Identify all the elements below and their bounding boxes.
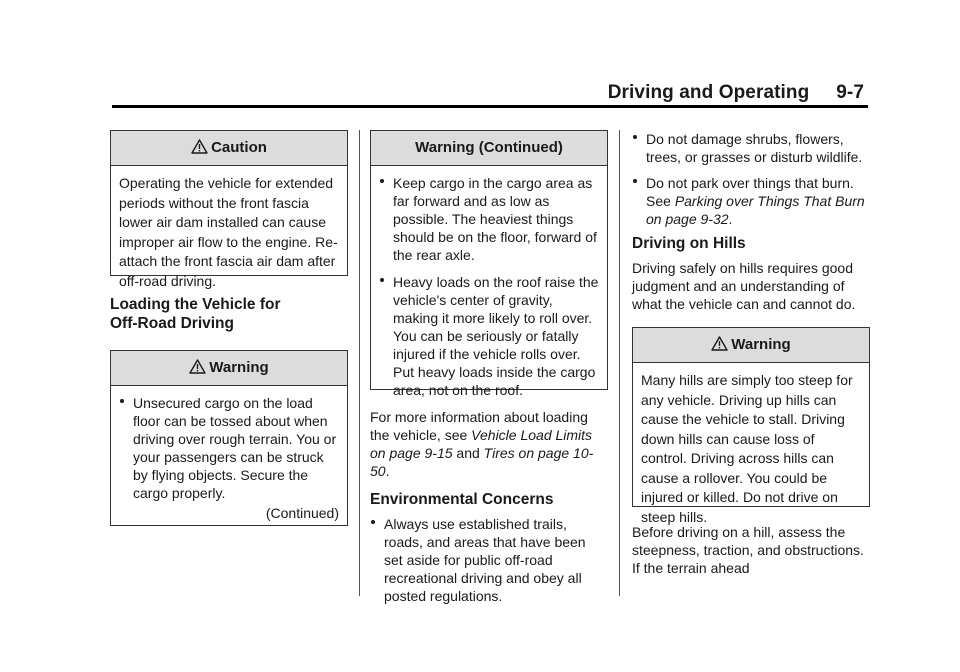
bullet-icon: [380, 278, 384, 282]
column-3: [632, 130, 870, 577]
caution-body: [111, 166, 347, 297]
caution-title: Caution: [211, 139, 267, 156]
ref-tires[interactable]: Tires on page 10-50: [370, 445, 594, 479]
list-item-text: Do not damage shrubs, flowers, trees, or grasses or disturb wildlife.: [646, 131, 863, 165]
bullet-icon: [380, 179, 384, 183]
list-item: [632, 174, 870, 228]
page-header: [112, 82, 868, 108]
warning-box: [110, 350, 348, 526]
list-item-text: Do not park over things that burn. See: [646, 175, 854, 209]
caution-text: Operating the vehicle for extended periods without the front fascia lower air dam installed can cause improper air flow to the engine. Re-attach the front fascia air dam after off-road driving.: [119, 175, 338, 289]
hills-warning-text: Many hills are simply too steep for any vehicle. Driving up hills can cause the vehicle to stall. Driving down hills can cause loss of control. Driving across hills can cause a rollover. You could be injured or killed. Do not drive on steep hills.: [641, 372, 853, 525]
list-item-text: Always use established trails, roads, and areas that have been set aside for public off-road recreational driving and obey all posted regulations.: [384, 516, 586, 604]
list-item: [632, 130, 870, 166]
list-item-text: Keep cargo in the cargo area as far forward and as low as possible. The heaviest things should be on the floor, forward of the rear axle.: [393, 175, 597, 263]
section-heading-environmental: Environmental Concerns: [370, 491, 554, 508]
warning-header: [111, 351, 347, 386]
before-driving-paragraph: Before driving on a hill, assess the steepness, traction, and obstructions. If the terrain ahead: [632, 524, 864, 576]
bullet-icon: [371, 520, 375, 524]
header-rule: [112, 105, 868, 108]
caution-icon: [191, 139, 208, 154]
list-item: [119, 394, 339, 502]
caution-header: [111, 131, 347, 166]
warning-continued-list: [379, 174, 599, 399]
warning-continued-body: [371, 166, 607, 405]
hills-warning-body: [633, 363, 869, 533]
more-info-text: For more information about loading the vehicle, see: [370, 409, 588, 443]
hills-warning-title: Warning: [731, 336, 791, 353]
column-1: [110, 130, 348, 526]
environmental-list-cont: [632, 130, 870, 228]
environmental-list: [370, 515, 608, 605]
warning-continued-header: Warning (Continued): [371, 131, 607, 166]
hills-warning-box: [632, 327, 870, 525]
more-info-period: .: [385, 463, 390, 479]
warning-body: [111, 386, 347, 528]
list-item-text: Heavy loads on the roof raise the vehicle's center of gravity, making it more likely to roll over. You can be seriously or fatally injured if the vehicle rolls over. Put heavy loads inside the cargo area, not on the roof.: [393, 274, 599, 398]
caution-box: [110, 130, 348, 289]
bullet-icon: [633, 135, 637, 139]
more-info-paragraph: [370, 408, 608, 480]
warning-icon: [189, 359, 206, 374]
list-item-period: .: [728, 211, 733, 227]
bullet-icon: [120, 399, 124, 403]
warning-icon: [711, 336, 728, 351]
ref-parking-over-things[interactable]: Parking over Things That Burn on page 9-32: [646, 193, 865, 227]
hills-warning-header: [633, 328, 869, 363]
bullet-icon: [633, 179, 637, 183]
ref-vehicle-load-limits[interactable]: Vehicle Load Limits on page 9-15: [370, 427, 593, 461]
warning-list: [119, 394, 339, 502]
section-heading-loading: Loading the Vehicle for Off-Road Driving: [110, 296, 281, 332]
warning-title: Warning: [209, 359, 269, 376]
warning-continued-box: [370, 130, 608, 398]
column-divider: [359, 130, 360, 596]
list-item: [379, 273, 599, 399]
continued-label: (Continued): [265, 505, 339, 521]
page-title: Driving and Operating 9-7: [607, 82, 864, 103]
list-item: [370, 515, 608, 605]
column-divider: [619, 130, 620, 596]
list-item-text: Unsecured cargo on the load floor can be tossed about when driving over rough terrain. You or your passengers can be struck by flying objects. Secure the cargo properly.: [133, 395, 337, 501]
column-2: [370, 130, 608, 611]
list-item: [379, 174, 599, 264]
more-info-and: and: [452, 445, 484, 461]
section-heading-hills: Driving on Hills: [632, 235, 746, 252]
hills-intro: Driving safely on hills requires good judgment and an understanding of what the vehicle can and cannot do.: [632, 260, 856, 312]
